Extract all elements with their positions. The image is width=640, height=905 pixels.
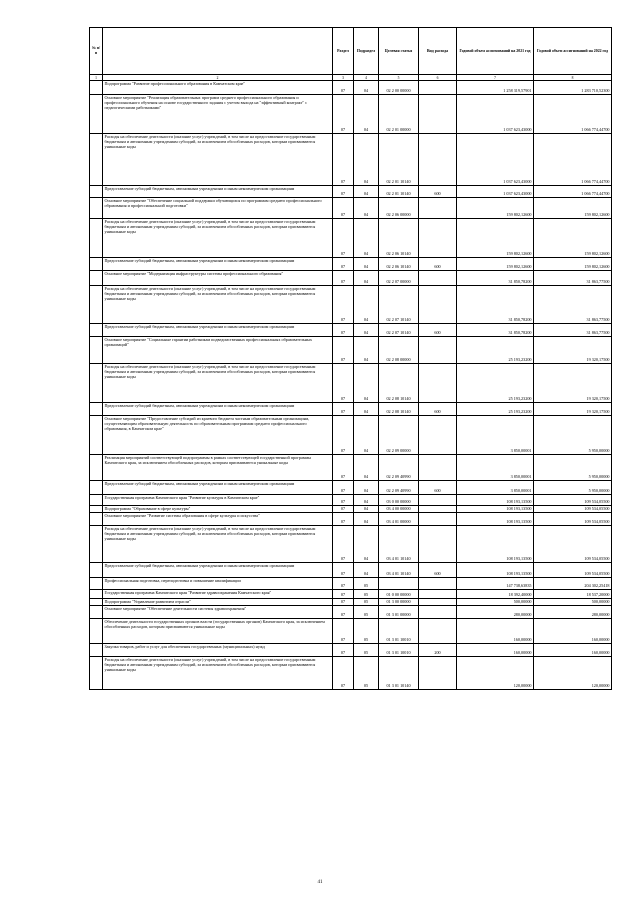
row-2022-cell: 1 066 774,44700	[534, 95, 612, 134]
row-2021-cell: 1 037 623,43000	[457, 186, 534, 198]
row-subsection-cell: 05	[354, 606, 379, 619]
row-section-cell: 07	[333, 495, 354, 506]
row-target-cell	[379, 578, 419, 590]
row-target-cell: 02 2 06 00000	[379, 198, 419, 219]
row-2022-cell: 120,00000	[534, 657, 612, 690]
table-row	[90, 563, 612, 578]
table-row	[90, 506, 612, 513]
row-section-cell: 07	[333, 606, 354, 619]
row-2022-cell: 5 950,00000	[534, 455, 612, 481]
row-type-cell: 200	[419, 644, 457, 657]
header-type: Вид расхода	[419, 28, 457, 75]
row-target-cell: 02 2 00 00000	[379, 81, 419, 95]
row-target-cell: 02 2 01 00000	[379, 95, 419, 134]
row-number-cell	[90, 416, 103, 455]
row-target-cell: 03 4 00 00000	[379, 506, 419, 513]
header-subsection: Подраздел	[354, 28, 379, 75]
table-row	[90, 657, 612, 690]
table-row	[90, 495, 612, 506]
row-section-cell: 07	[333, 337, 354, 364]
row-subsection-cell: 04	[354, 506, 379, 513]
row-number-cell	[90, 258, 103, 271]
row-type-cell	[419, 81, 457, 95]
row-section-cell: 07	[333, 134, 354, 186]
row-section-cell: 07	[333, 324, 354, 337]
row-name-cell: Основное мероприятие "Обеспечение деятельности системы здравоохранения"	[103, 606, 333, 619]
row-section-cell: 07	[333, 657, 354, 690]
row-target-cell: 01 3 01 10010	[379, 619, 419, 644]
header-no: № п/п	[90, 28, 103, 75]
row-type-cell: 600	[419, 403, 457, 416]
row-target-cell: 01 3 01 10140	[379, 657, 419, 690]
row-2021-cell: 3 850,00001	[457, 455, 534, 481]
row-target-cell: 02 2 08 00000	[379, 337, 419, 364]
row-name-cell: Закупка товаров, работ и услуг для обеспечения государственных (муниципальных) нужд	[103, 644, 333, 657]
row-2021-cell: 280,00000	[457, 606, 534, 619]
row-type-cell	[419, 286, 457, 324]
row-name-cell: Подпрограмма "Управление развитием отрасли"	[103, 599, 333, 606]
row-target-cell: 01 0 00 00000	[379, 590, 419, 599]
row-2021-cell: 1 037 623,43000	[457, 95, 534, 134]
row-2021-cell: 500,00000	[457, 599, 534, 606]
row-subsection-cell: 04	[354, 134, 379, 186]
row-subsection-cell: 05	[354, 644, 379, 657]
row-2021-cell: 25 193,23200	[457, 337, 534, 364]
column-number: 1	[90, 75, 103, 81]
row-name-cell: Расходы на обеспечение деятельности (оказание услуг) учреждений, в том числе на предоставление государственным бюджетным и автономным учреждениям субсидий, за исключением обособленных расходов, которым присваиваются уникальные коды	[103, 364, 333, 403]
row-2021-cell: 147 738,63835	[457, 578, 534, 590]
row-name-cell: Основное мероприятие "Обеспечение социальной поддержки обучающихся по программам среднего профессионального образования и профессиональной подготовки"	[103, 198, 333, 219]
row-type-cell: 600	[419, 258, 457, 271]
row-target-cell: 03 4 01 00000	[379, 513, 419, 526]
row-number-cell	[90, 495, 103, 506]
row-2021-cell: 31 850,78200	[457, 286, 534, 324]
row-name-cell: Предоставление субсидий бюджетным, автономным учреждениям и иным некоммерческим организациям	[103, 186, 333, 198]
header-target: Целевая статья	[379, 28, 419, 75]
row-name-cell: Подпрограмма "Развитие профессионального образования в Камчатском крае"	[103, 81, 333, 95]
row-2022-cell: 159 802,12600	[534, 219, 612, 258]
row-2022-cell: 159 802,12600	[534, 258, 612, 271]
row-number-cell	[90, 644, 103, 657]
row-section-cell: 07	[333, 590, 354, 599]
row-name-cell: Основное мероприятие "Реализация образовательных программ среднего профессионального образования и профессионального обучения на основе государственного задания с учетом выхода на "эффективный контракт" с педагогическими работниками"	[103, 95, 333, 134]
table-row	[90, 606, 612, 619]
table-body	[90, 81, 612, 690]
row-type-cell: 600	[419, 481, 457, 495]
row-section-cell: 07	[333, 271, 354, 286]
row-name-cell: Расходы на обеспечение деятельности (оказание услуг) учреждений, в том числе на предоставление государственным бюджетным и автономным учреждениям субсидий, за исключением обособленных расходов, которым присваиваются уникальные коды	[103, 286, 333, 324]
header-2021: Годовой объем ассигнований на 2021 год	[457, 28, 534, 75]
row-number-cell	[90, 578, 103, 590]
row-type-cell	[419, 606, 457, 619]
row-type-cell: 600	[419, 563, 457, 578]
row-section-cell: 07	[333, 578, 354, 590]
table-row	[90, 81, 612, 95]
table-row	[90, 324, 612, 337]
table-row	[90, 286, 612, 324]
budget-table	[89, 27, 612, 690]
row-2022-cell: 109 534,05500	[534, 563, 612, 578]
row-target-cell: 02 2 06 10140	[379, 219, 419, 258]
row-type-cell	[419, 619, 457, 644]
row-section-cell: 07	[333, 258, 354, 271]
row-number-cell	[90, 198, 103, 219]
row-section-cell: 07	[333, 526, 354, 563]
row-subsection-cell: 04	[354, 455, 379, 481]
row-2021-cell: 1 258 319,57901	[457, 81, 534, 95]
row-2021-cell: 159 802,12600	[457, 258, 534, 271]
row-subsection-cell: 04	[354, 364, 379, 403]
row-2022-cell: 18 537,20000	[534, 590, 612, 599]
row-name-cell: Обеспечение деятельности государственных органов власти (государственных органов) Камчатского края, за исключением обособленных расходов, которым присваиваются уникальные коды	[103, 619, 333, 644]
row-target-cell: 01 3 01 00000	[379, 606, 419, 619]
row-name-cell: Основное мероприятие "Модернизация инфраструктуры системы профессионального образования"	[103, 271, 333, 286]
row-2021-cell: 18 392,40000	[457, 590, 534, 599]
row-subsection-cell: 04	[354, 324, 379, 337]
header-section: Раздел	[333, 28, 354, 75]
table-row	[90, 644, 612, 657]
row-section-cell: 07	[333, 364, 354, 403]
row-subsection-cell: 04	[354, 271, 379, 286]
row-name-cell: Предоставление субсидий бюджетным, автономным учреждениям и иным некоммерческим организациям	[103, 403, 333, 416]
budget-table-container	[89, 27, 611, 690]
row-name-cell: Предоставление субсидий бюджетным, автономным учреждениям и иным некоммерческим организациям	[103, 563, 333, 578]
row-2021-cell: 108 193,13500	[457, 495, 534, 506]
row-2022-cell: 31 863,77500	[534, 271, 612, 286]
row-section-cell: 07	[333, 599, 354, 606]
row-name-cell: Предоставление субсидий бюджетным, автономным учреждениям и иным некоммерческим организациям	[103, 481, 333, 495]
row-section-cell: 07	[333, 513, 354, 526]
row-number-cell	[90, 134, 103, 186]
row-subsection-cell: 04	[354, 416, 379, 455]
row-section-cell: 07	[333, 563, 354, 578]
row-name-cell: Государственная программа Камчатского края "Развитие здравоохранения Камчатского края"	[103, 590, 333, 599]
row-subsection-cell: 05	[354, 578, 379, 590]
row-2021-cell: 25 193,23200	[457, 364, 534, 403]
row-2022-cell: 109 534,05500	[534, 506, 612, 513]
table-row	[90, 578, 612, 590]
row-2021-cell: 159 802,12600	[457, 219, 534, 258]
row-2022-cell: 5 950,00000	[534, 416, 612, 455]
row-2021-cell: 108 193,13500	[457, 513, 534, 526]
row-number-cell	[90, 606, 103, 619]
row-2021-cell: 160,00000	[457, 644, 534, 657]
column-number: 3	[333, 75, 354, 81]
column-number: 7	[457, 75, 534, 81]
row-section-cell: 07	[333, 198, 354, 219]
header-name	[103, 28, 333, 75]
table-row	[90, 619, 612, 644]
row-number-cell	[90, 481, 103, 495]
table-row	[90, 364, 612, 403]
row-2021-cell: 3 850,00001	[457, 416, 534, 455]
row-2022-cell: 19 320,17500	[534, 364, 612, 403]
row-name-cell: Предоставление субсидий бюджетным, автономным учреждениям и иным некоммерческим организациям	[103, 324, 333, 337]
row-subsection-cell: 04	[354, 95, 379, 134]
row-2021-cell: 160,00000	[457, 619, 534, 644]
row-target-cell: 02 2 07 00000	[379, 271, 419, 286]
row-number-cell	[90, 286, 103, 324]
row-target-cell: 02 2 09 40990	[379, 481, 419, 495]
row-subsection-cell: 04	[354, 513, 379, 526]
row-section-cell: 07	[333, 403, 354, 416]
row-2022-cell: 280,00000	[534, 606, 612, 619]
row-target-cell: 02 2 08 10140	[379, 403, 419, 416]
row-type-cell: 600	[419, 324, 457, 337]
row-subsection-cell: 04	[354, 258, 379, 271]
row-name-cell: Подпрограмма "Образование в сфере культуры"	[103, 506, 333, 513]
row-type-cell	[419, 95, 457, 134]
row-target-cell: 02 2 09 00000	[379, 416, 419, 455]
row-section-cell: 07	[333, 95, 354, 134]
row-type-cell: 600	[419, 186, 457, 198]
table-row	[90, 590, 612, 599]
table-row	[90, 258, 612, 271]
row-number-cell	[90, 81, 103, 95]
row-subsection-cell: 05	[354, 590, 379, 599]
row-type-cell	[419, 657, 457, 690]
row-section-cell: 07	[333, 186, 354, 198]
row-name-cell: Реализация мероприятий соответствующей подпрограммы в рамках соответствующей государственной программы Камчатского края, за исключением обособленных расходов, которым присваиваются уникальные коды	[103, 455, 333, 481]
row-subsection-cell: 04	[354, 495, 379, 506]
row-2022-cell: 160,00000	[534, 644, 612, 657]
row-2021-cell: 108 193,13500	[457, 526, 534, 563]
row-name-cell: Расходы на обеспечение деятельности (оказание услуг) учреждений, в том числе на предоставление государственным бюджетным и автономным учреждениям субсидий, за исключением обособленных расходов, которым присваиваются уникальные коды	[103, 657, 333, 690]
row-2021-cell: 1 037 623,43000	[457, 134, 534, 186]
row-2022-cell: 19 320,17500	[534, 403, 612, 416]
row-subsection-cell: 04	[354, 219, 379, 258]
row-name-cell: Основное мероприятие "Предоставление субсидий из краевого бюджета частным образовательным организациям, осуществляющим образовательную деятельность по образовательным программам среднего профессионального образования, в Камчатском крае"	[103, 416, 333, 455]
row-2021-cell: 120,00000	[457, 657, 534, 690]
table-row	[90, 599, 612, 606]
row-subsection-cell: 04	[354, 526, 379, 563]
row-target-cell: 02 2 01 10140	[379, 186, 419, 198]
table-row	[90, 526, 612, 563]
row-target-cell: 02 2 09 40990	[379, 455, 419, 481]
table-row	[90, 186, 612, 198]
table-row	[90, 95, 612, 134]
table-header-row	[90, 28, 612, 75]
row-target-cell: 02 2 07 10140	[379, 324, 419, 337]
row-2022-cell: 1 283 710,52300	[534, 81, 612, 95]
row-type-cell	[419, 599, 457, 606]
row-subsection-cell: 05	[354, 599, 379, 606]
row-number-cell	[90, 590, 103, 599]
row-2022-cell: 109 534,05500	[534, 495, 612, 506]
column-number: 2	[103, 75, 333, 81]
row-number-cell	[90, 526, 103, 563]
row-2022-cell: 159 802,12600	[534, 198, 612, 219]
page-number: 41	[317, 880, 323, 885]
row-section-cell: 07	[333, 506, 354, 513]
column-number: 4	[354, 75, 379, 81]
row-section-cell: 07	[333, 219, 354, 258]
row-target-cell: 01 3 01 10010	[379, 644, 419, 657]
row-subsection-cell: 05	[354, 619, 379, 644]
row-number-cell	[90, 619, 103, 644]
row-type-cell	[419, 416, 457, 455]
row-2022-cell: 160,00000	[534, 619, 612, 644]
row-2021-cell: 31 850,78200	[457, 271, 534, 286]
row-number-cell	[90, 506, 103, 513]
row-number-cell	[90, 657, 103, 690]
row-section-cell: 07	[333, 416, 354, 455]
row-number-cell	[90, 403, 103, 416]
row-2022-cell: 500,00000	[534, 599, 612, 606]
row-target-cell: 03 4 01 10140	[379, 526, 419, 563]
column-number: 5	[379, 75, 419, 81]
row-subsection-cell: 04	[354, 81, 379, 95]
row-2022-cell: 1 066 774,44700	[534, 134, 612, 186]
row-section-cell: 07	[333, 286, 354, 324]
row-type-cell	[419, 513, 457, 526]
row-2022-cell: 204 302,25418	[534, 578, 612, 590]
row-type-cell	[419, 495, 457, 506]
table-row	[90, 455, 612, 481]
row-2022-cell: 19 320,17500	[534, 337, 612, 364]
row-2021-cell: 25 193,23200	[457, 403, 534, 416]
row-section-cell: 07	[333, 644, 354, 657]
row-name-cell: Предоставление субсидий бюджетным, автономным учреждениям и иным некоммерческим организациям	[103, 258, 333, 271]
row-2022-cell: 109 534,05500	[534, 526, 612, 563]
row-type-cell	[419, 506, 457, 513]
row-number-cell	[90, 324, 103, 337]
row-section-cell: 07	[333, 481, 354, 495]
table-row	[90, 513, 612, 526]
row-name-cell: Расходы на обеспечение деятельности (оказание услуг) учреждений, в том числе на предоставление государственным бюджетным и автономным учреждениям субсидий, за исключением обособленных расходов, которым присваиваются уникальные коды	[103, 134, 333, 186]
row-name-cell: Государственная программа Камчатского края "Развитие культуры в Камчатском крае"	[103, 495, 333, 506]
row-section-cell: 07	[333, 81, 354, 95]
column-number: 6	[419, 75, 457, 81]
table-row	[90, 271, 612, 286]
row-name-cell: Основное мероприятие "Развитие системы образования в сфере культуры и искусства"	[103, 513, 333, 526]
row-type-cell	[419, 134, 457, 186]
row-number-cell	[90, 219, 103, 258]
table-row	[90, 198, 612, 219]
row-2022-cell: 31 863,77500	[534, 324, 612, 337]
row-type-cell	[419, 364, 457, 403]
row-number-cell	[90, 563, 103, 578]
table-row	[90, 403, 612, 416]
row-type-cell	[419, 578, 457, 590]
header-2022: Годовой объем ассигнований на 2022 год	[534, 28, 612, 75]
row-target-cell: 03 0 00 00000	[379, 495, 419, 506]
row-type-cell	[419, 198, 457, 219]
row-subsection-cell: 04	[354, 403, 379, 416]
row-section-cell: 07	[333, 619, 354, 644]
row-target-cell: 03 4 01 10140	[379, 563, 419, 578]
row-subsection-cell: 04	[354, 186, 379, 198]
row-type-cell	[419, 271, 457, 286]
row-subsection-cell: 04	[354, 563, 379, 578]
row-type-cell	[419, 590, 457, 599]
table-row	[90, 416, 612, 455]
row-type-cell	[419, 219, 457, 258]
row-type-cell	[419, 455, 457, 481]
row-2021-cell: 108 193,13500	[457, 563, 534, 578]
row-subsection-cell: 04	[354, 198, 379, 219]
table-row	[90, 134, 612, 186]
row-target-cell: 02 2 01 10140	[379, 134, 419, 186]
row-2022-cell: 31 863,77500	[534, 286, 612, 324]
row-target-cell: 01 3 00 00000	[379, 599, 419, 606]
row-number-cell	[90, 337, 103, 364]
table-row	[90, 481, 612, 495]
row-number-cell	[90, 271, 103, 286]
row-type-cell	[419, 526, 457, 563]
row-number-cell	[90, 186, 103, 198]
row-number-cell	[90, 95, 103, 134]
row-2022-cell: 5 950,00000	[534, 481, 612, 495]
row-number-cell	[90, 599, 103, 606]
row-number-cell	[90, 364, 103, 403]
table-row	[90, 337, 612, 364]
row-name-cell: Расходы на обеспечение деятельности (оказание услуг) учреждений, в том числе на предоставление государственным бюджетным и автономным учреждениям субсидий, за исключением обособленных расходов, которым присваиваются уникальные коды	[103, 526, 333, 563]
row-2022-cell: 1 066 774,44700	[534, 186, 612, 198]
table-row	[90, 219, 612, 258]
row-subsection-cell: 04	[354, 286, 379, 324]
row-2022-cell: 109 534,05500	[534, 513, 612, 526]
row-2021-cell: 159 802,12600	[457, 198, 534, 219]
column-number: 8	[534, 75, 612, 81]
row-2021-cell: 108 193,13500	[457, 506, 534, 513]
row-name-cell: Профессиональная подготовка, переподготовка и повышение квалификации	[103, 578, 333, 590]
row-section-cell: 07	[333, 455, 354, 481]
row-target-cell: 02 2 08 10140	[379, 364, 419, 403]
row-2021-cell: 31 850,78200	[457, 324, 534, 337]
row-number-cell	[90, 455, 103, 481]
row-number-cell	[90, 513, 103, 526]
row-name-cell: Основное мероприятие "Социальные гарантии работникам подведомственных профессиональных образовательных организаций"	[103, 337, 333, 364]
row-subsection-cell: 05	[354, 657, 379, 690]
row-subsection-cell: 04	[354, 337, 379, 364]
row-target-cell: 02 2 06 10140	[379, 258, 419, 271]
row-target-cell: 02 2 07 10140	[379, 286, 419, 324]
row-type-cell	[419, 337, 457, 364]
row-name-cell: Расходы на обеспечение деятельности (оказание услуг) учреждений, в том числе на предоставление государственным бюджетным и автономным учреждениям субсидий, за исключением обособленных расходов, которым присваиваются уникальные коды	[103, 219, 333, 258]
row-2021-cell: 3 850,00001	[457, 481, 534, 495]
row-subsection-cell: 04	[354, 481, 379, 495]
